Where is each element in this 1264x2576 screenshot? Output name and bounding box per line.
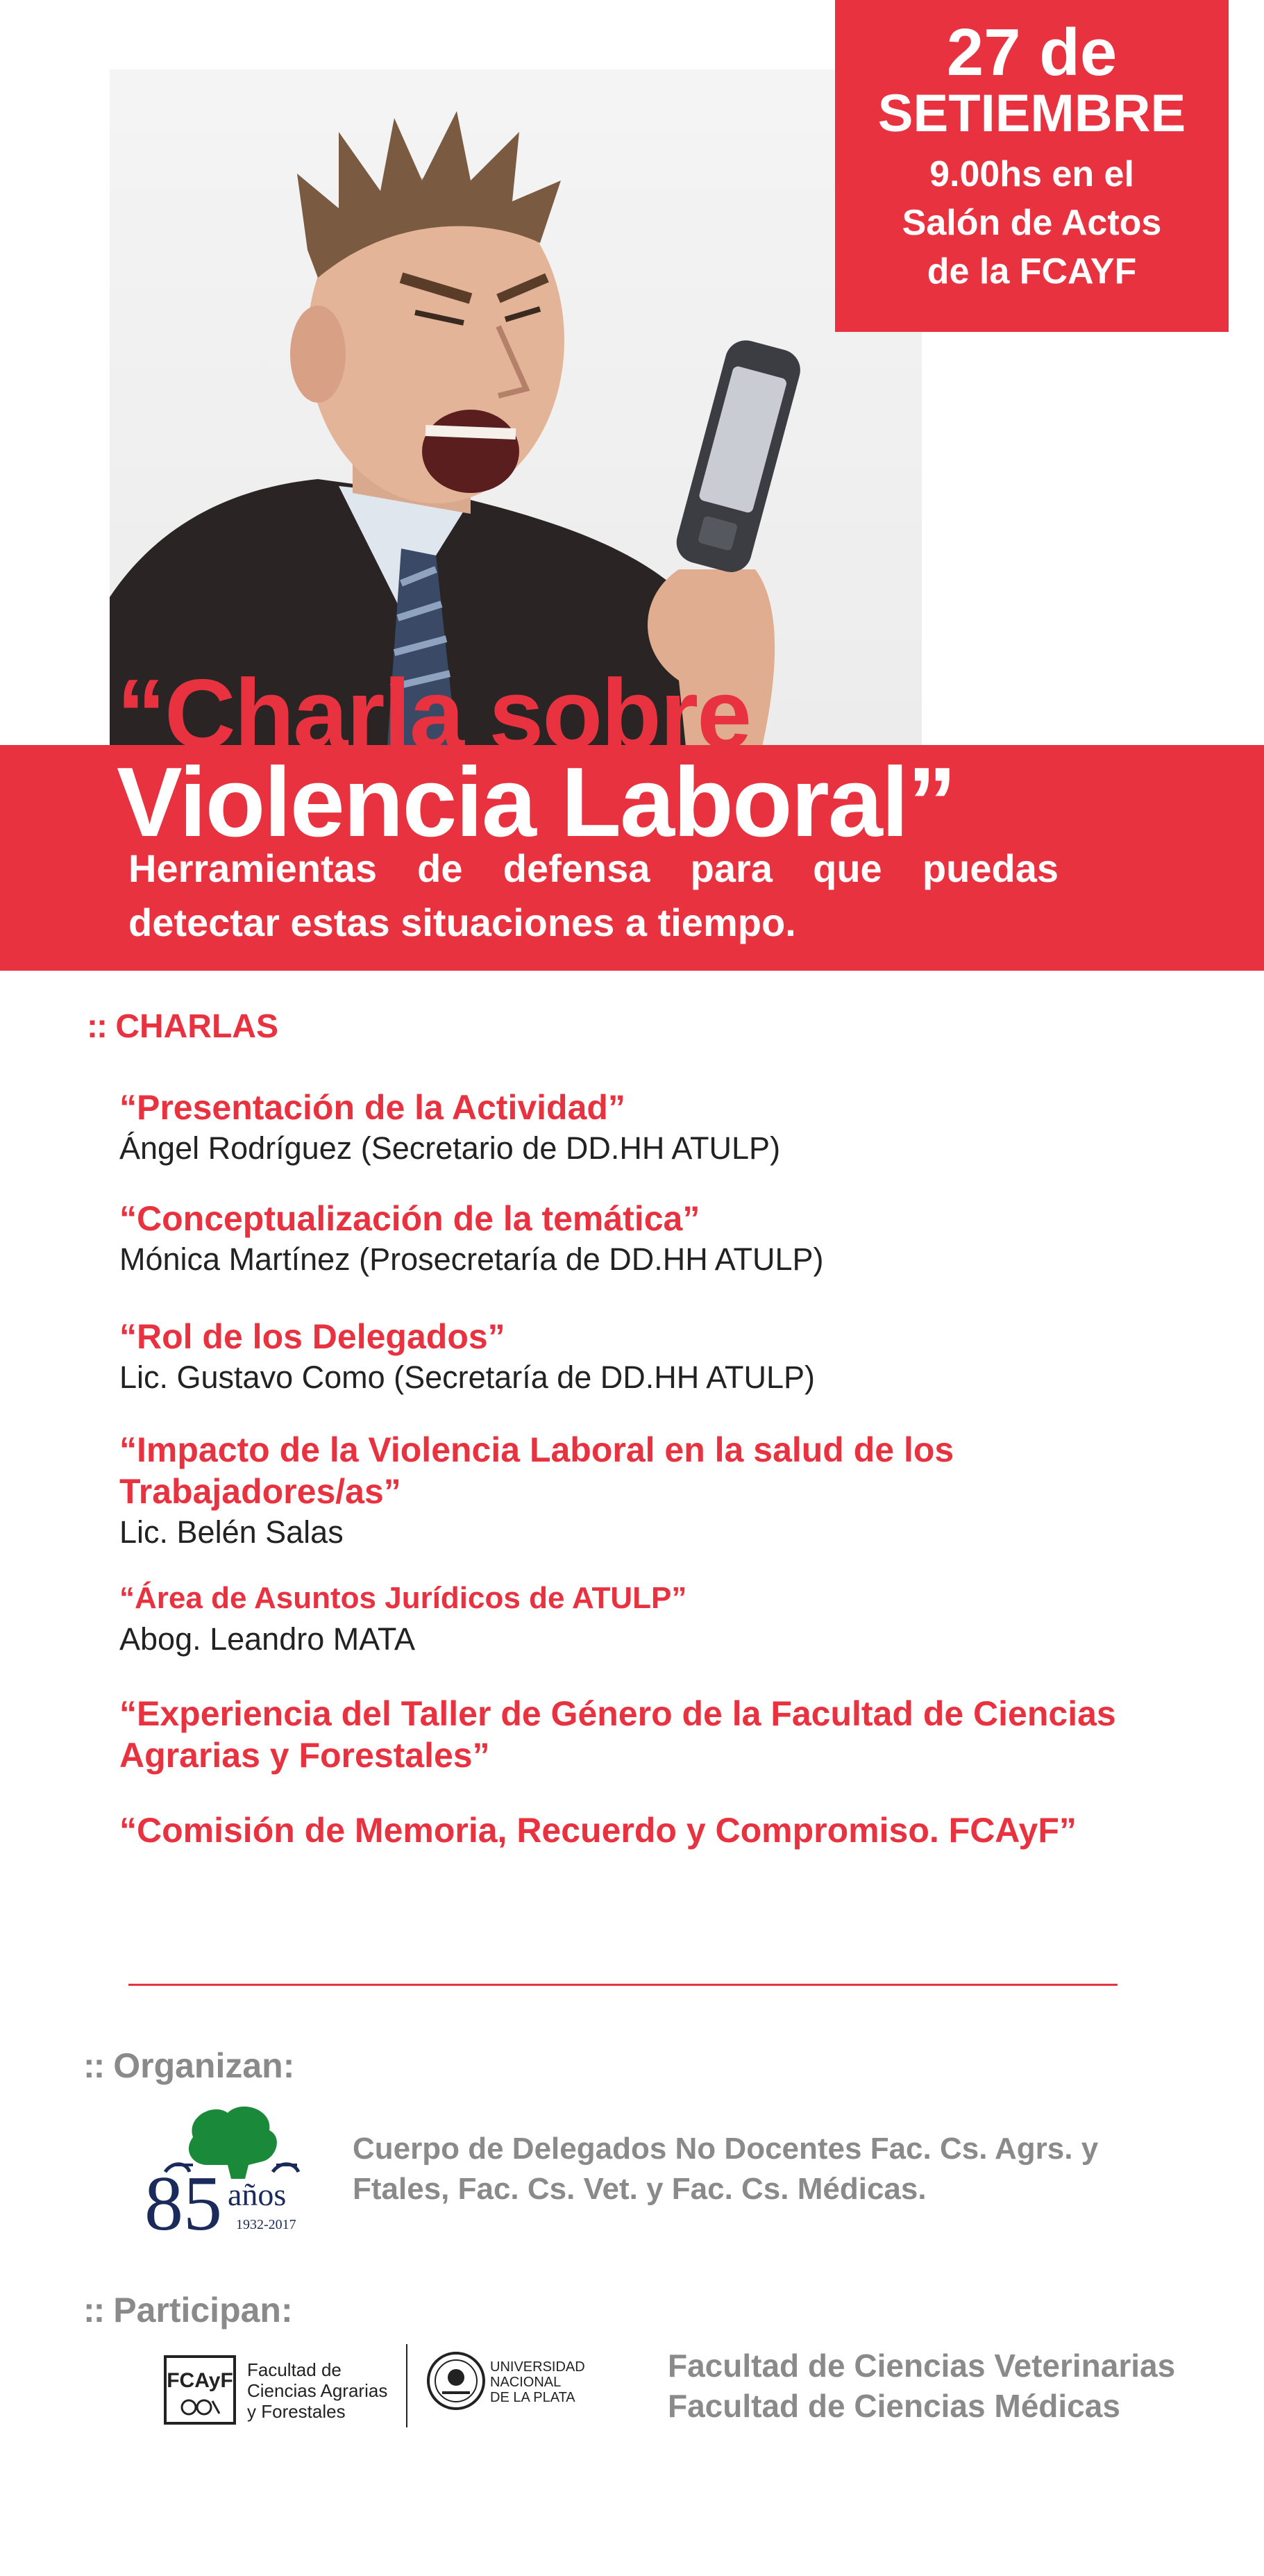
fcayf-logo-text: FCAyF [167,2369,233,2392]
bullet-icon: :: [87,1008,106,1045]
talk-title: “Comisión de Memoria, Recuerdo y Compromiso. FCAyF” [119,1811,1077,1850]
list-item [119,1316,1147,1398]
logo-range: 1932-2017 [236,2217,296,2232]
talk-title: “Impacto de la Violencia Laboral en la salud de los Trabajadores/as” [119,1430,954,1511]
charlas-heading [87,1010,278,1044]
list-item [119,1809,1147,1851]
participan-line-2: Facultad de Ciencias Médicas [668,2388,1120,2424]
participan-line-1: Facultad de Ciencias Veterinarias [668,2348,1176,2384]
logo-word: años [228,2177,287,2212]
participan-heading [83,2291,293,2330]
fcayf-name: Facultad de Ciencias Agrarias y Forestales [247,2359,388,2422]
participan-heading-label: Participan: [113,2291,293,2330]
charlas-heading-label: CHARLAS [115,1008,278,1045]
title-line-1: “Charla sobre [117,659,751,769]
talk-speaker: Ángel Rodríguez (Secretario de DD.HH ATULP) [119,1130,781,1166]
date-place: Salón de Actos [902,203,1162,243]
unlp-name: UNIVERSIDAD NACIONAL DE LA PLATA [490,2359,585,2405]
talk-title: “Rol de los Delegados” [119,1317,505,1356]
talk-title: “Área de Asuntos Jurídicos de ATULP” [119,1581,687,1615]
talk-title: “Presentación de la Actividad” [119,1088,625,1127]
talk-speaker: Abog. Leandro MATA [119,1621,416,1657]
date-details [835,150,1229,296]
date-place-2: de la FCAYF [927,251,1137,292]
fcayf-logo [164,2355,236,2425]
organizan-text: Cuerpo de Delegados No Docentes Fac. Cs. Agrs. y Ftales, Fac. Cs. Vet. y Fac. Cs. Médicas. [353,2132,1099,2206]
bullet-icon: :: [83,2046,104,2085]
organizan-heading [83,2048,294,2083]
hero-photo [110,69,922,746]
talk-speaker: Mónica Martínez (Prosecretaría de DD.HH ATULP) [119,1241,824,1277]
subtitle [128,842,1059,950]
date-box [835,0,1229,332]
divider [128,1984,1118,1986]
angry-man-with-phone-image [110,69,922,746]
anniversary-logo [144,2096,318,2248]
unlp-seal-icon [425,2350,487,2412]
talk-speaker: Lic. Gustavo Como (Secretaría de DD.HH ATULP) [119,1360,815,1395]
title-line-2: Violencia Laboral” [117,747,956,858]
list-item [119,1693,1147,1776]
talk-title: “Experiencia del Taller de Género de la Facultad de Ciencias Agrarias y Forestales” [119,1694,1116,1775]
subtitle-line-1: Herramientas de defensa para que puedas [128,846,1059,890]
participan-text [668,2345,1175,2426]
bullet-icon: :: [83,2291,104,2330]
list-item [119,1578,1147,1659]
list-item [119,1429,1147,1553]
talk-speaker: Lic. Belén Salas [119,1514,344,1550]
logo-divider [406,2344,407,2427]
logo-years: 85 [144,2161,222,2247]
list-item [119,1087,1147,1169]
fcayf-emblem-icon [176,2398,225,2416]
date-time: 9.00hs en el [929,154,1134,194]
subtitle-line-2: detectar estas situaciones a tiempo. [128,901,796,944]
organizan-heading-label: Organizan: [113,2046,295,2085]
date-month: SETIEMBRE [877,84,1186,143]
date-day: 27 de [946,15,1118,90]
list-item [119,1198,1147,1280]
talk-title: “Conceptualización de la temática” [119,1199,700,1238]
